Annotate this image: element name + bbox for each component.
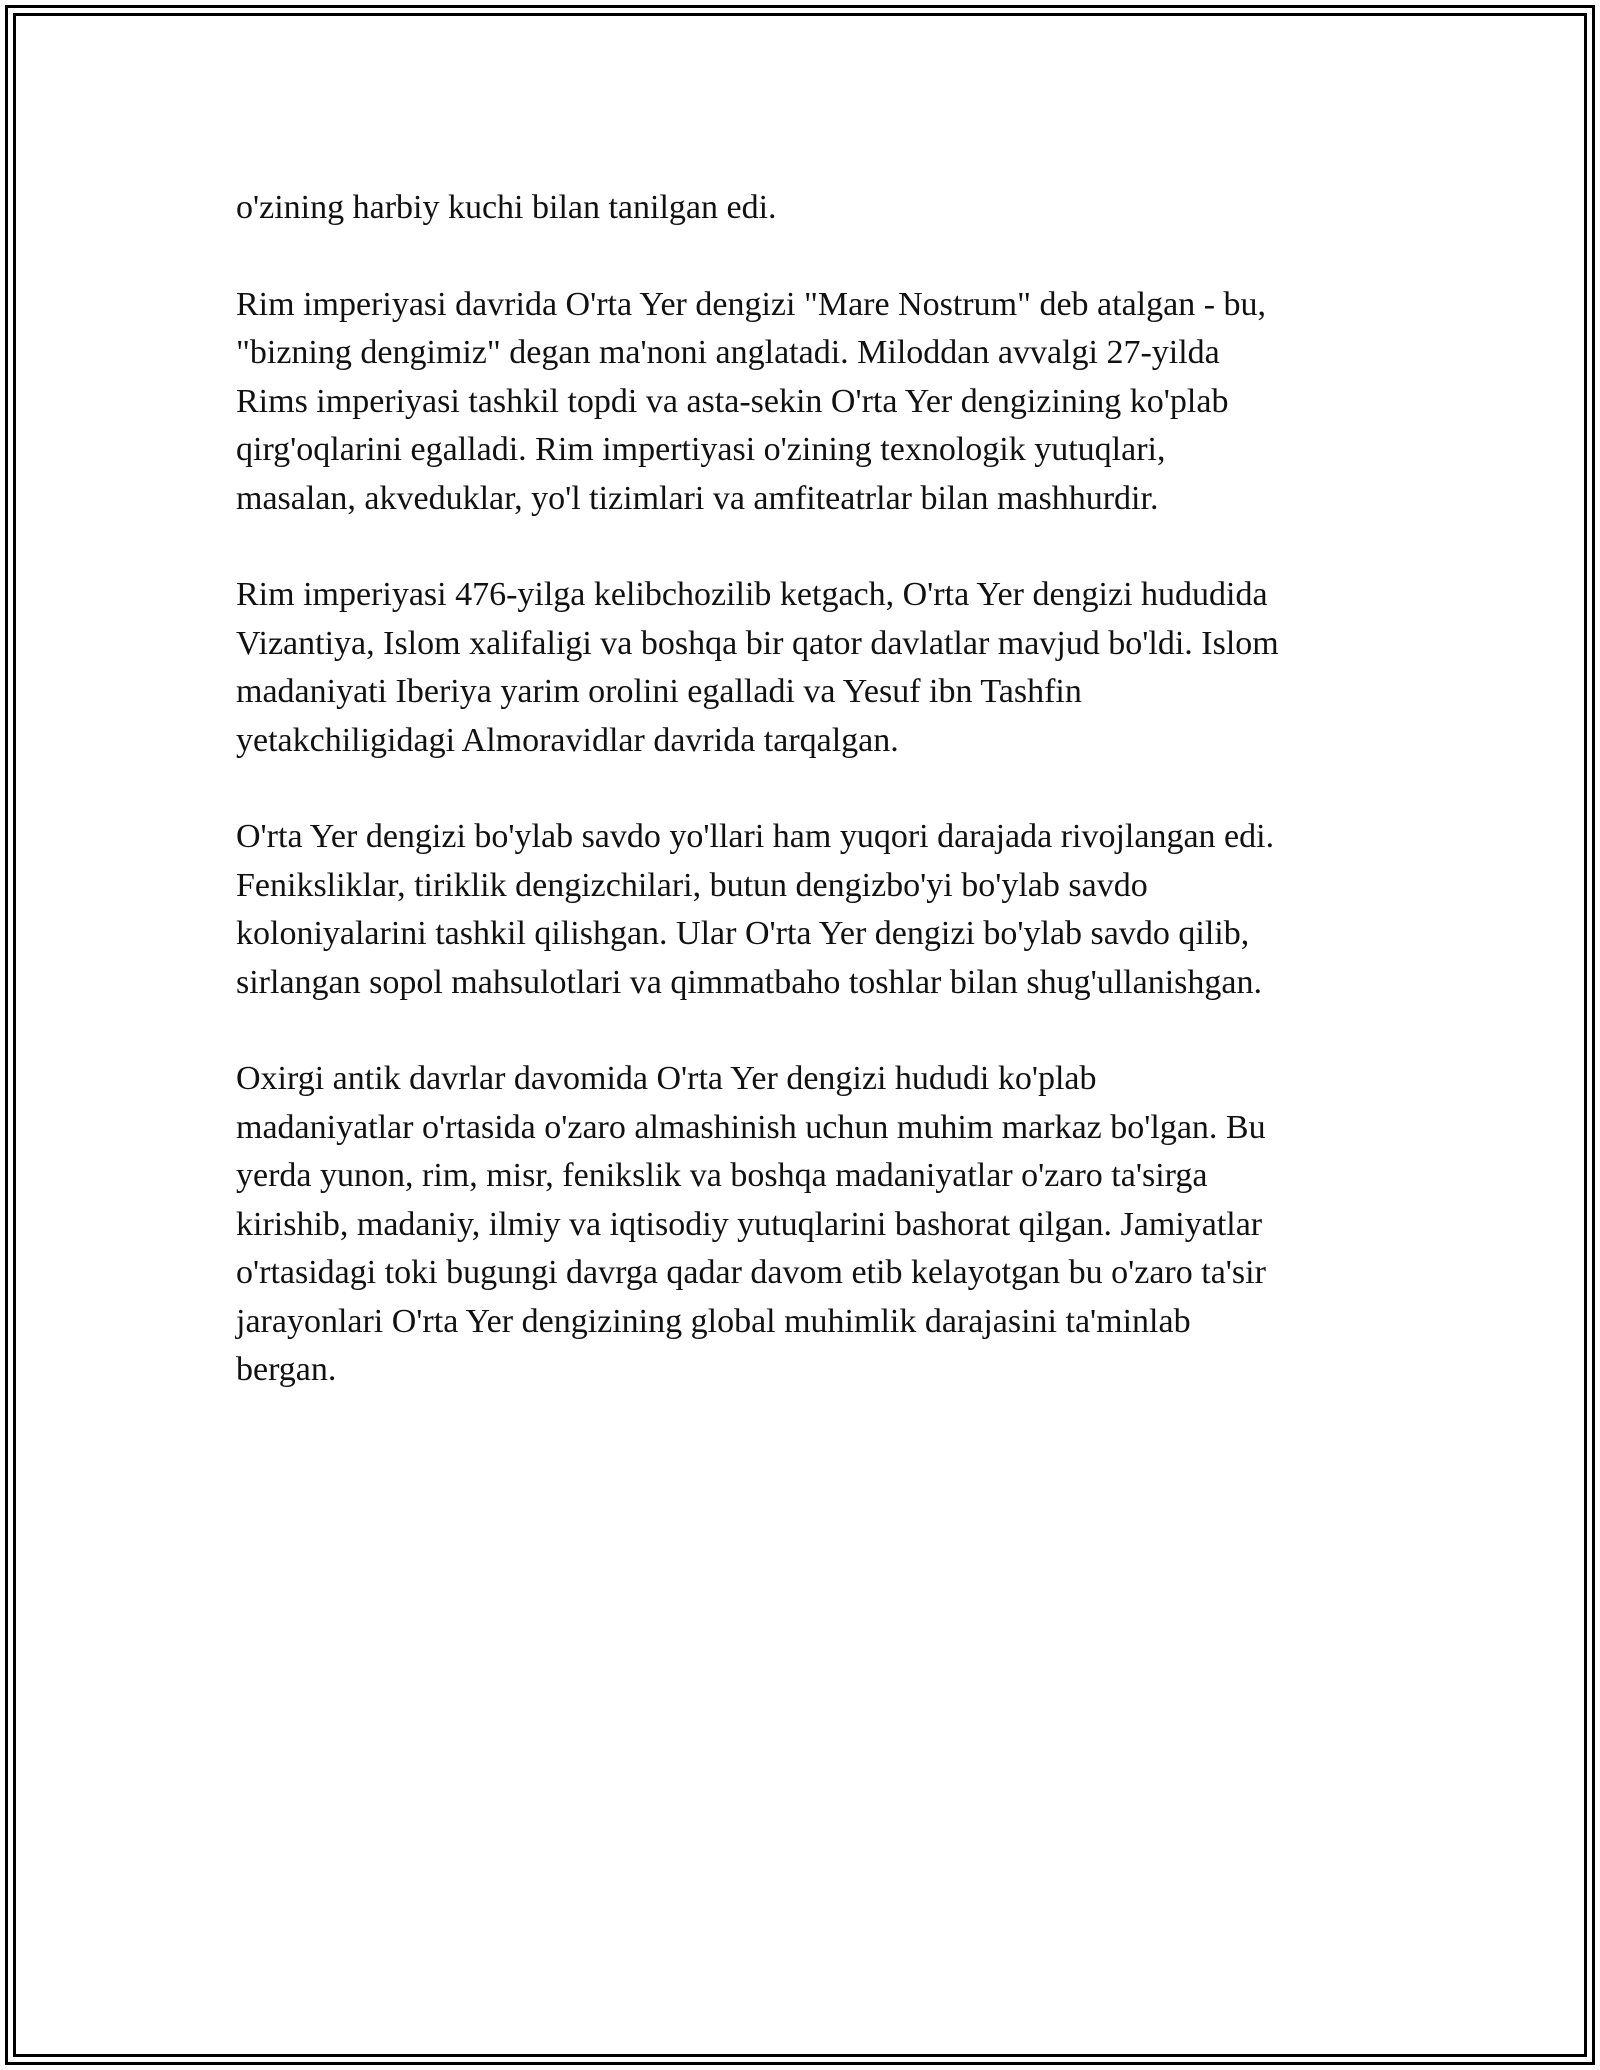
paragraph-3: Rim imperiyasi 476-yilga kelibchozilib ketgach, O'rta Yer dengizi hududida Vizantiya, Islom xalifaligi va boshqa bir qator davlatlar mavjud bo'ldi. Islom madaniyati Iberiya yarim orolini egalladi va Yesuf ibn Tashfin yetakchiligidagi Almoravidlar davrida tarqalgan. [236, 576, 1279, 759]
document-body [236, 184, 1366, 1443]
paragraph-1: o'zining harbiy kuchi bilan tanilgan edi. [236, 189, 777, 226]
paragraph-4: O'rta Yer dengizi bo'ylab savdo yo'llari ham yuqori darajada rivojlangan edi. Feniksliklar, tiriklik dengizchilari, butun dengizbo'yi bo'ylab savdo koloniyalarini tashkil qilishgan. Ular O'rta Yer dengizi bo'ylab savdo qilib, sirlangan sopol mahsulotlari va qimmatbaho toshlar bilan shug'ullanishgan. [236, 818, 1275, 1001]
paragraph-2: Rim imperiyasi davrida O'rta Yer dengizi "Mare Nostrum" deb atalgan - bu, "bizning dengimiz" degan ma'noni anglatadi. Miloddan avvalgi 27-yilda Rims imperiyasi tashkil topdi va asta-sekin O'rta Yer dengizining ko'plab qirg'oqlarini egalladi. Rim impertiyasi o'zining texnologik yutuqlari, masalan, akveduklar, yo'l tizimlari va amfiteatrlar bilan mashhurdir. [236, 285, 1267, 517]
paragraph-5: Oxirgi antik davrlar davomida O'rta Yer dengizi hududi ko'plab madaniyatlar o'rtasida o'zaro almashinish uchun muhim markaz bo'lgan. Bu yerda yunon, rim, misr, fenikslik va boshqa madaniyatlar o'zaro ta'sirga kirishib, madaniy, ilmiy va iqtisodiy yutuqlarini bashorat qilgan. Jamiyatlar o'rtasidagi toki bugungi davrga qadar davom etib kelayotgan bu o'zaro ta'sir jarayonlari O'rta Yer dengizining global muhimlik darajasini ta'minlab bergan. [236, 1060, 1266, 1388]
